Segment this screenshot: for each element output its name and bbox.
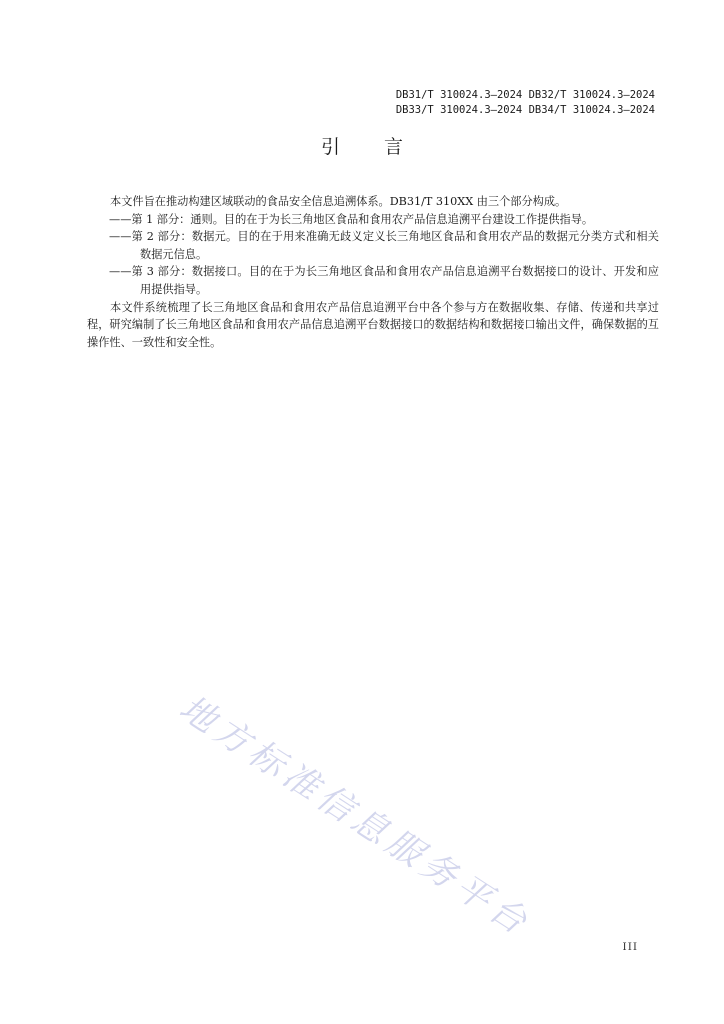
introduction-body (87, 193, 659, 351)
part-2-item: ——第 2 部分：数据元。目的在于用来准确无歧义定义长三角地区食品和食用农产品的数据元分类方式和相关数据元信息。 (109, 230, 659, 261)
part-1-item: ——第 1 部分：通则。目的在于为长三角地区食品和食用农产品信息追溯平台建设工作提供指导。 (109, 212, 594, 226)
document-code-header (396, 88, 655, 118)
watermark: 地方标准信息服务平台 (172, 688, 538, 946)
document-code-line-2: DB33/T 310024.3—2024 DB34/T 310024.3—2024 (395, 104, 655, 116)
document-code-line-1: DB31/T 310024.3—2024 DB32/T 310024.3—2024 (395, 89, 655, 101)
summary-paragraph: 本文件系统梳理了长三角地区食品和食用农产品信息追溯平台中各个参与方在数据收集、存储、传递和共享过程，研究编制了长三角地区食品和食用农产品信息追溯平台数据接口的数据结构和数据接口输出文件，确保数据的互操作性、一致性和安全性。 (87, 300, 659, 349)
intro-paragraph: 本文件旨在推动构建区域联动的食品安全信息追溯体系。DB31/T 310XX 由三个部分构成。 (110, 195, 567, 208)
section-title: 引言 (320, 136, 447, 158)
part-3-item: ——第 3 部分：数据接口。目的在于为长三角地区食品和食用农产品信息追溯平台数据接口的设计、开发和应用提供指导。 (109, 265, 659, 296)
page-number: III (622, 941, 638, 953)
